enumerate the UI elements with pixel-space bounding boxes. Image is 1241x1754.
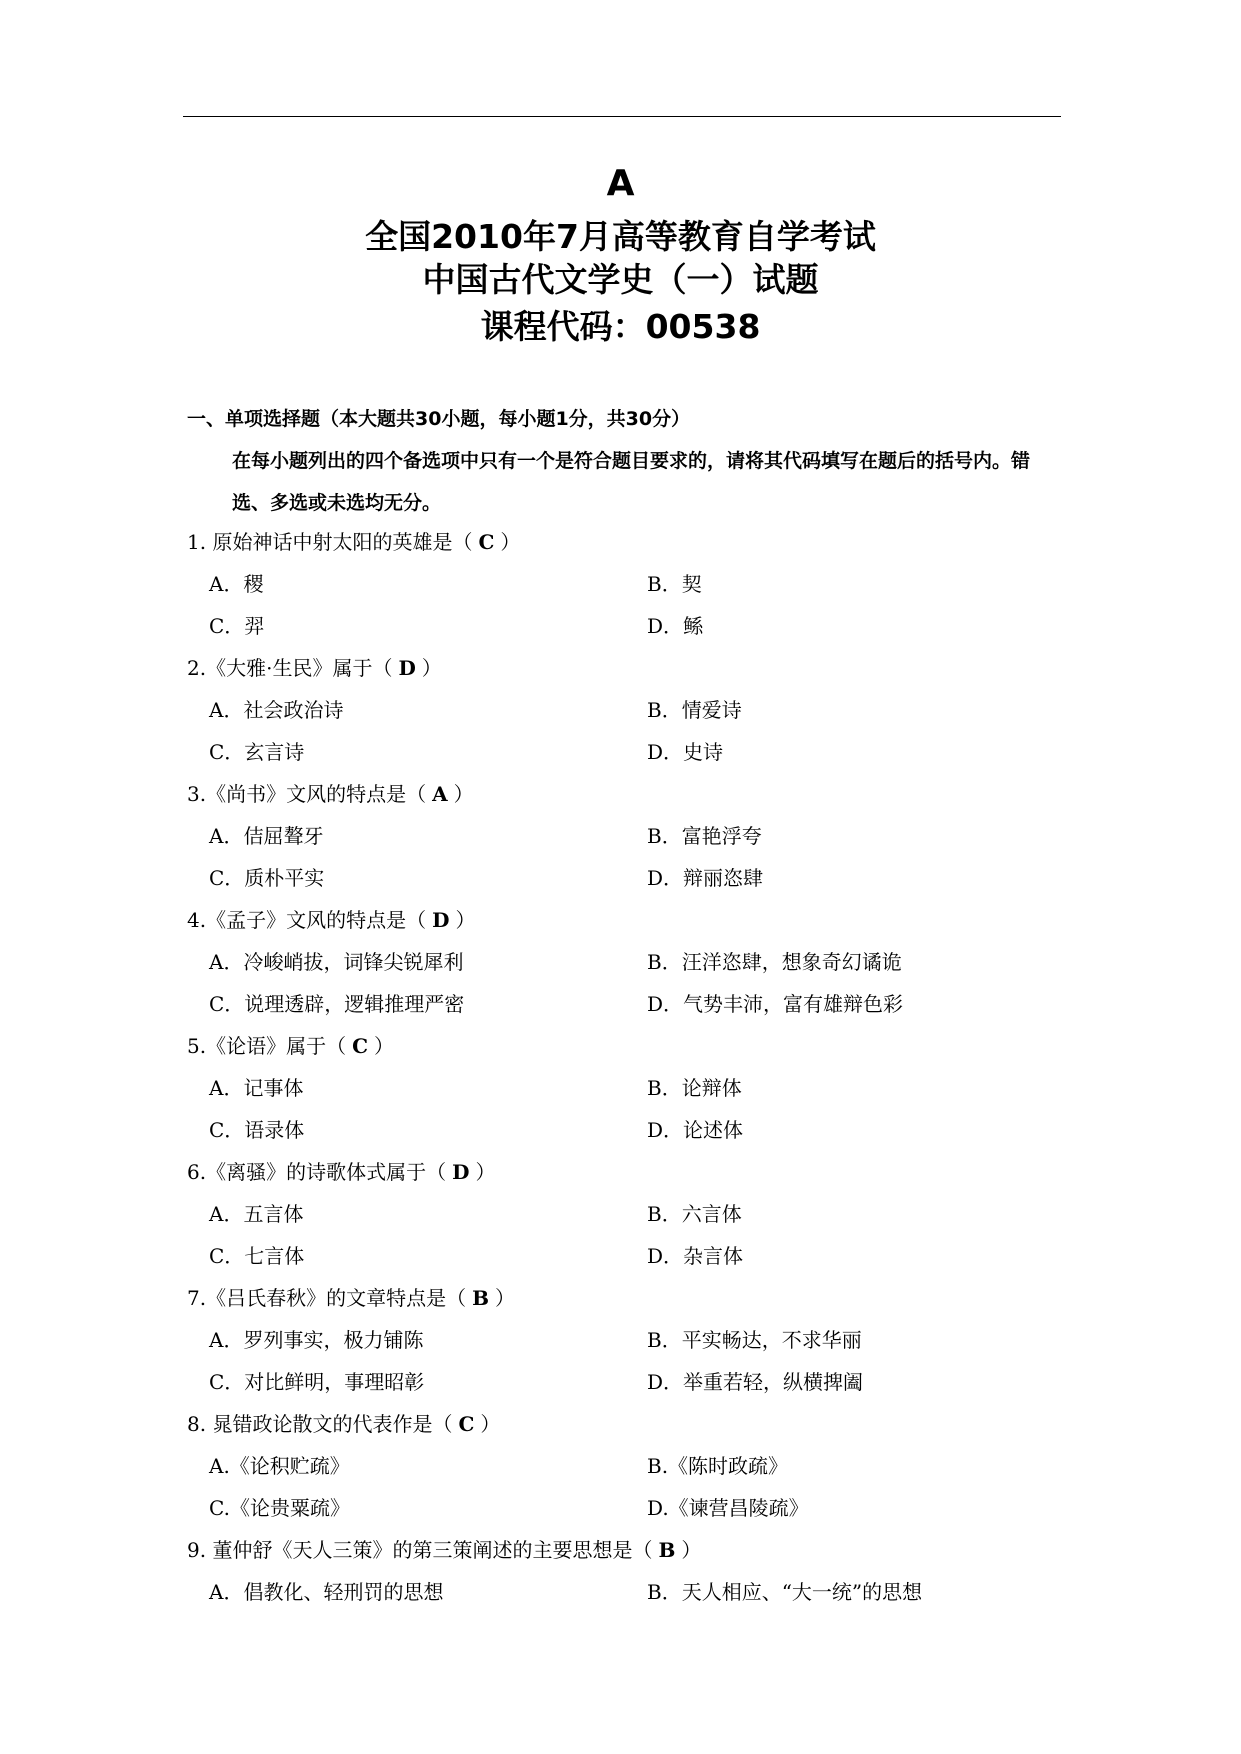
answer-mark: C xyxy=(352,1034,369,1058)
option-d: D.《谏营昌陵疏》 xyxy=(647,1496,809,1520)
option-row xyxy=(187,1235,1067,1277)
question-list xyxy=(187,521,1067,1613)
option-row xyxy=(187,857,1067,899)
option-c: C．语录体 xyxy=(209,1118,305,1142)
option-d: D．气势丰沛，富有雄辩色彩 xyxy=(647,992,904,1016)
section-heading: 一、单项选择题（本大题共30小题，每小题1分，共30分） xyxy=(187,408,691,430)
question-stem: 4.《孟子》文风的特点是（ D ） xyxy=(187,908,476,932)
option-a: A．罗列事实，极力铺陈 xyxy=(209,1328,424,1352)
option-b: B．平实畅达，不求华丽 xyxy=(647,1328,862,1352)
option-row xyxy=(187,1193,1067,1235)
section-instruction: 在每小题列出的四个备选项中只有一个是符合题目要求的，请将其代码填写在题后的括号内。错选、多选或未选均无分。 xyxy=(232,450,1031,514)
option-row xyxy=(187,563,1067,605)
option-row xyxy=(187,1445,1067,1487)
exam-title: 全国2010年7月高等教育自学考试 xyxy=(365,217,876,256)
question-stem: 5.《论语》属于（ C ） xyxy=(187,1034,395,1058)
answer-mark: D xyxy=(452,1160,470,1184)
option-row xyxy=(187,1109,1067,1151)
option-a: A．佶屈聱牙 xyxy=(209,824,324,848)
option-c: C．对比鲜明，事理昭彰 xyxy=(209,1370,425,1394)
option-d: D．史诗 xyxy=(647,740,724,764)
course-code: 课程代码：00538 xyxy=(480,307,761,346)
option-d: D．论述体 xyxy=(647,1118,744,1142)
option-b: B．天人相应、“大一统”的思想 xyxy=(647,1580,923,1604)
option-a: A．五言体 xyxy=(209,1202,304,1226)
option-a: A．倡教化、轻刑罚的思想 xyxy=(209,1580,444,1604)
option-a: A．冷峻峭拔，词锋尖锐犀利 xyxy=(209,950,464,974)
paper-letter: A xyxy=(606,163,635,204)
question-stem: 3.《尚书》文风的特点是（ A ） xyxy=(187,782,474,806)
option-c: C．说理透辟，逻辑推理严密 xyxy=(209,992,465,1016)
option-c: C．质朴平实 xyxy=(209,866,325,890)
option-a: A．稷 xyxy=(209,572,264,596)
answer-mark: B xyxy=(658,1538,676,1562)
option-b: B．契 xyxy=(647,572,702,596)
option-c: C．玄言诗 xyxy=(209,740,305,764)
answer-mark: C xyxy=(478,530,495,554)
question-stem: 6.《离骚》的诗歌体式属于（ D ） xyxy=(187,1160,496,1184)
option-a: A.《论积贮疏》 xyxy=(209,1454,350,1478)
option-d: D．鲧 xyxy=(647,614,704,638)
question-stem: 8. 晁错政论散文的代表作是（ C ） xyxy=(187,1412,501,1436)
question-stem: 1. 原始神话中射太阳的英雄是（ C ） xyxy=(187,530,521,554)
answer-mark: C xyxy=(458,1412,475,1436)
question-stem: 2.《大雅·生民》属于（ D ） xyxy=(187,656,442,680)
option-row xyxy=(187,1067,1067,1109)
question-stem: 9. 董仲舒《天人三策》的第三策阐述的主要思想是（ B ） xyxy=(187,1538,702,1562)
option-row xyxy=(187,605,1067,647)
answer-mark: B xyxy=(472,1286,489,1310)
option-b: B．富艳浮夸 xyxy=(647,824,762,848)
option-c: C.《论贵粟疏》 xyxy=(209,1496,350,1520)
option-c: C．羿 xyxy=(209,614,265,638)
option-row xyxy=(187,1487,1067,1529)
answer-mark: D xyxy=(432,908,450,932)
subject-title: 中国古代文学史（一）试题 xyxy=(422,260,819,299)
option-b: B.《陈时政疏》 xyxy=(647,1454,789,1478)
option-row xyxy=(187,1571,1067,1613)
option-c: C．七言体 xyxy=(209,1244,305,1268)
option-a: A．记事体 xyxy=(209,1076,304,1100)
option-row xyxy=(187,689,1067,731)
answer-mark: A xyxy=(432,782,448,806)
option-b: B．汪洋恣肆，想象奇幻谲诡 xyxy=(647,950,902,974)
option-d: D．杂言体 xyxy=(647,1244,744,1268)
answer-mark: D xyxy=(398,656,416,680)
option-row xyxy=(187,1361,1067,1403)
option-row xyxy=(187,1319,1067,1361)
option-b: B．情爱诗 xyxy=(647,698,742,722)
option-row xyxy=(187,731,1067,773)
option-d: D．举重若轻，纵横捭阖 xyxy=(647,1370,864,1394)
option-row xyxy=(187,815,1067,857)
option-b: B．论辩体 xyxy=(647,1076,742,1100)
option-b: B．六言体 xyxy=(647,1202,742,1226)
option-row xyxy=(187,983,1067,1025)
option-a: A．社会政治诗 xyxy=(209,698,344,722)
option-row xyxy=(187,941,1067,983)
question-stem: 7.《吕氏春秋》的文章特点是（ B ） xyxy=(187,1286,515,1310)
top-rule xyxy=(183,116,1061,117)
option-d: D．辩丽恣肆 xyxy=(647,866,764,890)
